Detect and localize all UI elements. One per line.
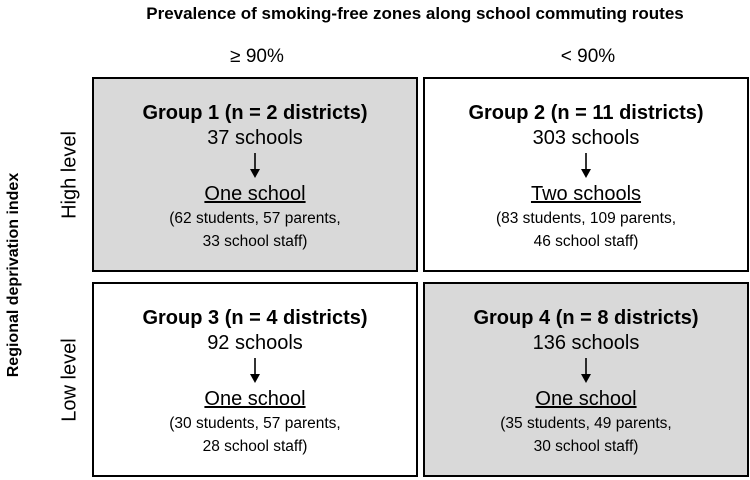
participants-line-2: 33 school staff) (202, 233, 308, 250)
selected-schools: One school (204, 388, 306, 410)
down-arrow-icon (94, 355, 416, 387)
group-3-box (92, 282, 418, 477)
participants-line-1: (35 students, 49 parents, (500, 415, 672, 432)
participants-line-1: (62 students, 57 parents, (169, 210, 341, 227)
group-1-box (92, 77, 418, 272)
down-arrow-icon (94, 150, 416, 182)
selected-schools: Two schools (530, 183, 642, 205)
school-count: 37 schools (207, 127, 303, 149)
row-header-low-level: Low level (58, 338, 81, 422)
group-title: Group 3 (n = 4 districts) (142, 307, 368, 329)
column-header-low-prevalence: < 90% (560, 46, 616, 67)
participants-line-2: 30 school staff) (533, 438, 639, 455)
group-title: Group 2 (n = 11 districts) (468, 102, 704, 124)
participants-line-1: (30 students, 57 parents, (169, 415, 341, 432)
diagram-title: Prevalence of smoking-free zones along school commuting routes (146, 4, 684, 23)
school-count: 92 schools (207, 332, 303, 354)
group-4-box (423, 282, 749, 477)
school-count: 303 schools (532, 127, 640, 149)
down-arrow-icon (425, 150, 747, 182)
group-2-box (423, 77, 749, 272)
down-arrow-icon (425, 355, 747, 387)
participants-line-1: (83 students, 109 parents, (495, 210, 677, 227)
selected-schools: One school (535, 388, 637, 410)
school-count: 136 schools (532, 332, 640, 354)
participants-line-2: 28 school staff) (202, 438, 308, 455)
selected-schools: One school (204, 183, 306, 205)
column-header-high-prevalence: ≥ 90% (230, 46, 284, 67)
group-title: Group 4 (n = 8 districts) (473, 307, 699, 329)
group-title: Group 1 (n = 2 districts) (142, 102, 368, 124)
participants-line-2: 46 school staff) (533, 233, 639, 250)
y-axis-label: Regional deprivation index (5, 172, 22, 378)
row-header-high-level: High level (58, 131, 81, 219)
